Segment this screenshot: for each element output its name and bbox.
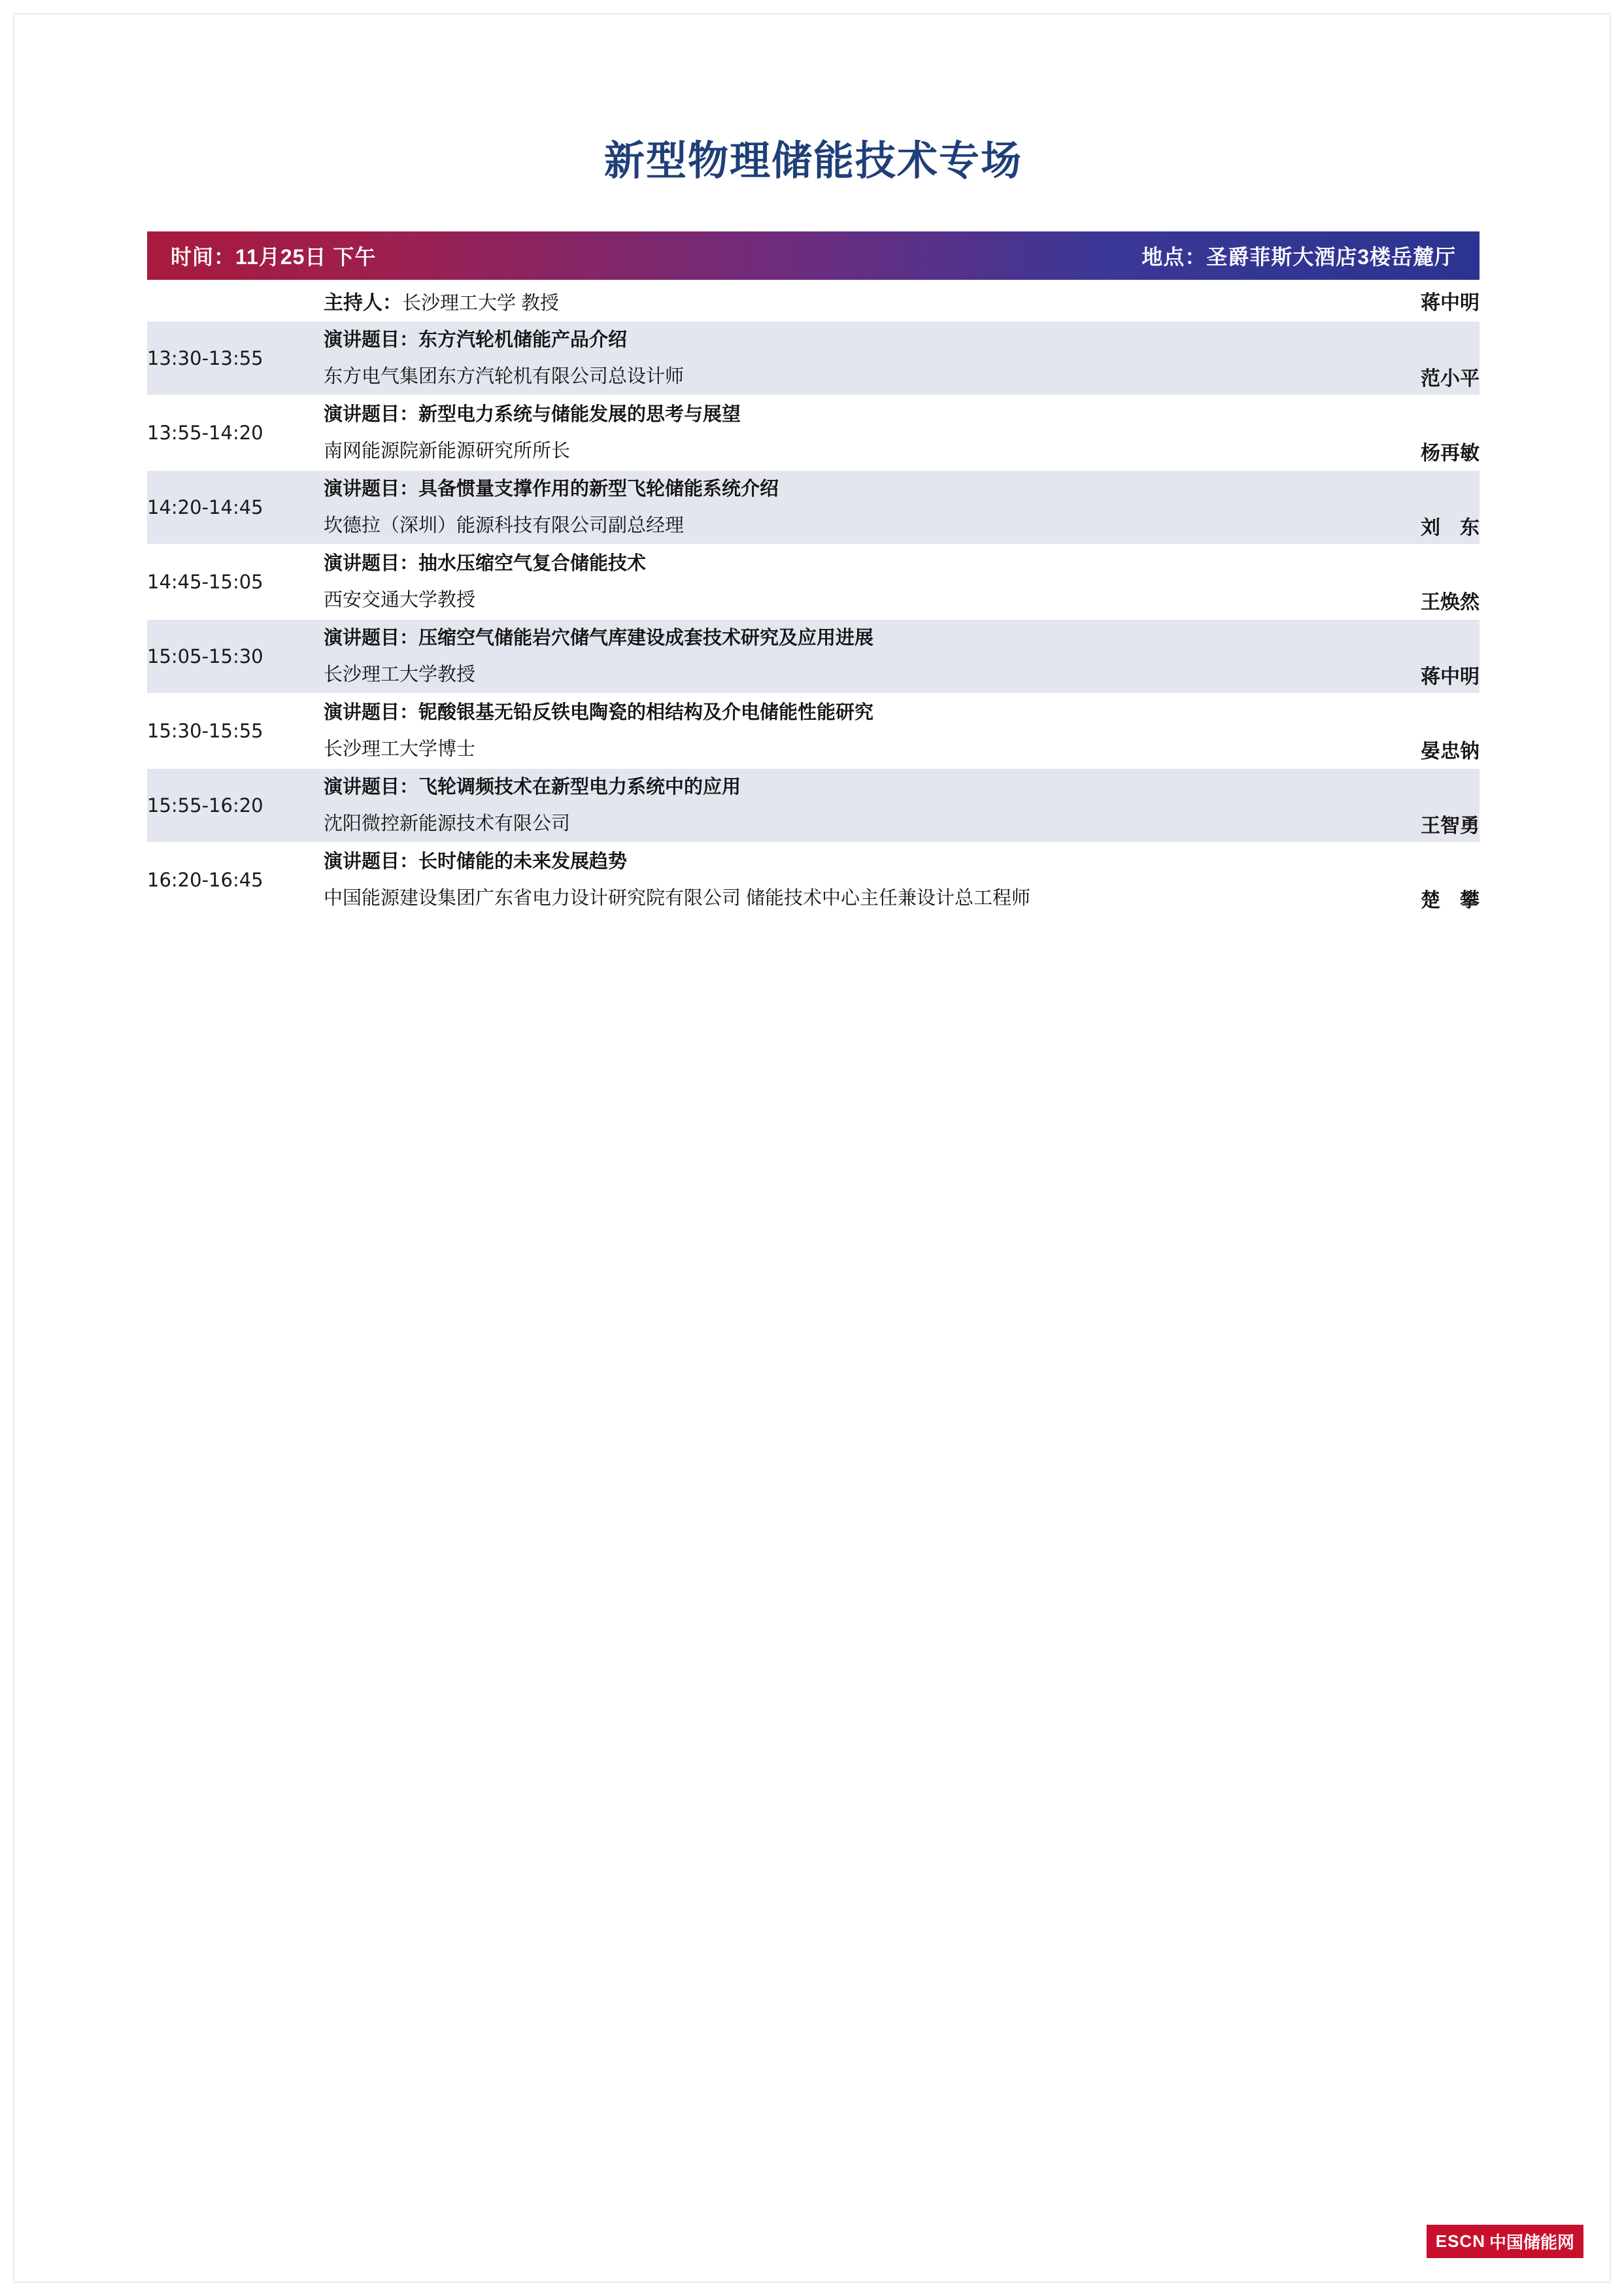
session-org: 中国能源建设集团广东省电力设计研究院有限公司 储能技术中心主任兼设计总工程师 [324, 888, 1031, 909]
session-speaker: 王智勇 [1421, 815, 1480, 837]
session-topic: 铌酸银基无铅反铁电陶瓷的相结构及介电储能性能研究 [418, 702, 874, 724]
topic-label: 演讲题目： [324, 329, 419, 351]
session-org-cell [324, 582, 1324, 618]
table-row [147, 507, 1480, 544]
page-title: 新型物理储能技术专场 [603, 139, 1023, 184]
topic-label: 演讲题目： [324, 628, 419, 649]
table-row [147, 433, 1480, 469]
table-row [147, 731, 1480, 768]
table-row [147, 694, 1480, 731]
session-time: 13:30-13:55 [147, 347, 263, 370]
table-row [147, 582, 1480, 618]
session-speaker: 杨再敏 [1421, 443, 1480, 465]
banner-place: 地点：圣爵菲斯大酒店3楼岳麓厅 [1142, 245, 1456, 269]
session-speaker: 王焕然 [1421, 592, 1480, 614]
session-org: 长沙理工大学教授 [324, 664, 476, 686]
session-speaker: 蒋中明 [1421, 666, 1480, 688]
session-topic-cell [324, 694, 1324, 731]
table-row [147, 620, 1480, 656]
host-time-cell [147, 280, 324, 322]
host-value: 长沙理工大学 教授 [402, 293, 560, 314]
session-speaker-spacer [1324, 396, 1480, 433]
session-topic: 新型电力系统与储能发展的思考与展望 [418, 404, 741, 426]
session-time: 15:55-16:20 [147, 794, 263, 817]
session-speaker-spacer [1324, 843, 1480, 880]
session-speaker-spacer [1324, 545, 1480, 582]
session-speaker-spacer [1324, 322, 1480, 358]
host-name: 蒋中明 [1421, 292, 1480, 314]
session-topic-cell [324, 322, 1324, 358]
table-row [147, 358, 1480, 395]
session-speaker-spacer [1324, 471, 1480, 507]
session-topic: 东方汽轮机储能产品介绍 [418, 329, 628, 351]
session-topic: 具备惯量支撑作用的新型飞轮储能系统介绍 [418, 479, 779, 500]
session-time: 16:20-16:45 [147, 869, 263, 892]
session-org-cell [324, 358, 1324, 395]
session-time: 13:55-14:20 [147, 422, 263, 445]
table-row [147, 322, 1480, 358]
session-org: 长沙理工大学博士 [324, 739, 476, 760]
session-speaker: 刘 东 [1421, 517, 1480, 539]
topic-label: 演讲题目： [324, 851, 419, 873]
session-banner [147, 231, 1480, 280]
table-row-host [147, 280, 1480, 322]
session-topic-cell [324, 843, 1324, 880]
session-speaker-spacer [1324, 694, 1480, 731]
agenda-table [147, 280, 1480, 917]
table-row [147, 880, 1480, 917]
session-org-cell [324, 805, 1324, 842]
table-row [147, 396, 1480, 433]
session-speaker: 晏忠钠 [1421, 741, 1480, 763]
session-org: 西安交通大学教授 [324, 590, 476, 611]
table-row [147, 805, 1480, 842]
host-main-cell [324, 280, 1324, 322]
session-org: 坎德拉（深圳）能源科技有限公司副总经理 [324, 515, 685, 537]
topic-label: 演讲题目： [324, 404, 419, 426]
session-topic: 抽水压缩空气复合储能技术 [418, 553, 647, 575]
footer-logo [1427, 2225, 1583, 2258]
session-time: 15:05-15:30 [147, 645, 263, 668]
session-org-cell [324, 731, 1324, 768]
topic-label: 演讲题目： [324, 553, 419, 575]
session-topic: 长时储能的未来发展趋势 [418, 851, 628, 873]
session-org-cell [324, 507, 1324, 544]
topic-label: 演讲题目： [324, 777, 419, 798]
session-time: 15:30-15:55 [147, 720, 263, 743]
session-org-cell [324, 880, 1324, 917]
table-row [147, 545, 1480, 582]
session-speaker-spacer [1324, 769, 1480, 805]
session-topic: 飞轮调频技术在新型电力系统中的应用 [418, 777, 741, 798]
session-org: 沈阳微控新能源技术有限公司 [324, 813, 571, 835]
table-row [147, 656, 1480, 693]
session-time: 14:20-14:45 [147, 496, 263, 519]
session-topic-cell [324, 545, 1324, 582]
banner-time: 时间：11月25日 下午 [171, 245, 377, 269]
host-label: 主持人： [324, 292, 402, 314]
session-topic-cell [324, 620, 1324, 656]
session-topic-cell [324, 769, 1324, 805]
agenda-content [147, 137, 1480, 917]
session-org-cell [324, 656, 1324, 693]
table-row [147, 843, 1480, 880]
session-topic-cell [324, 471, 1324, 507]
session-time: 14:45-15:05 [147, 571, 263, 594]
session-org: 南网能源院新能源研究所所长 [324, 441, 571, 462]
footer-brand-cn: 中国储能网 [1489, 2233, 1574, 2252]
footer-brand-en: ESCN [1435, 2231, 1485, 2251]
topic-label: 演讲题目： [324, 702, 419, 724]
table-row [147, 769, 1480, 805]
session-org: 东方电气集团东方汽轮机有限公司总设计师 [324, 366, 685, 388]
session-topic: 压缩空气储能岩穴储气库建设成套技术研究及应用进展 [418, 628, 874, 649]
session-speaker-spacer [1324, 620, 1480, 656]
session-org-cell [324, 433, 1324, 469]
session-speaker: 楚 攀 [1421, 890, 1480, 912]
table-row [147, 471, 1480, 507]
session-speaker: 范小平 [1421, 368, 1480, 390]
topic-label: 演讲题目： [324, 479, 419, 500]
session-topic-cell [324, 396, 1324, 433]
